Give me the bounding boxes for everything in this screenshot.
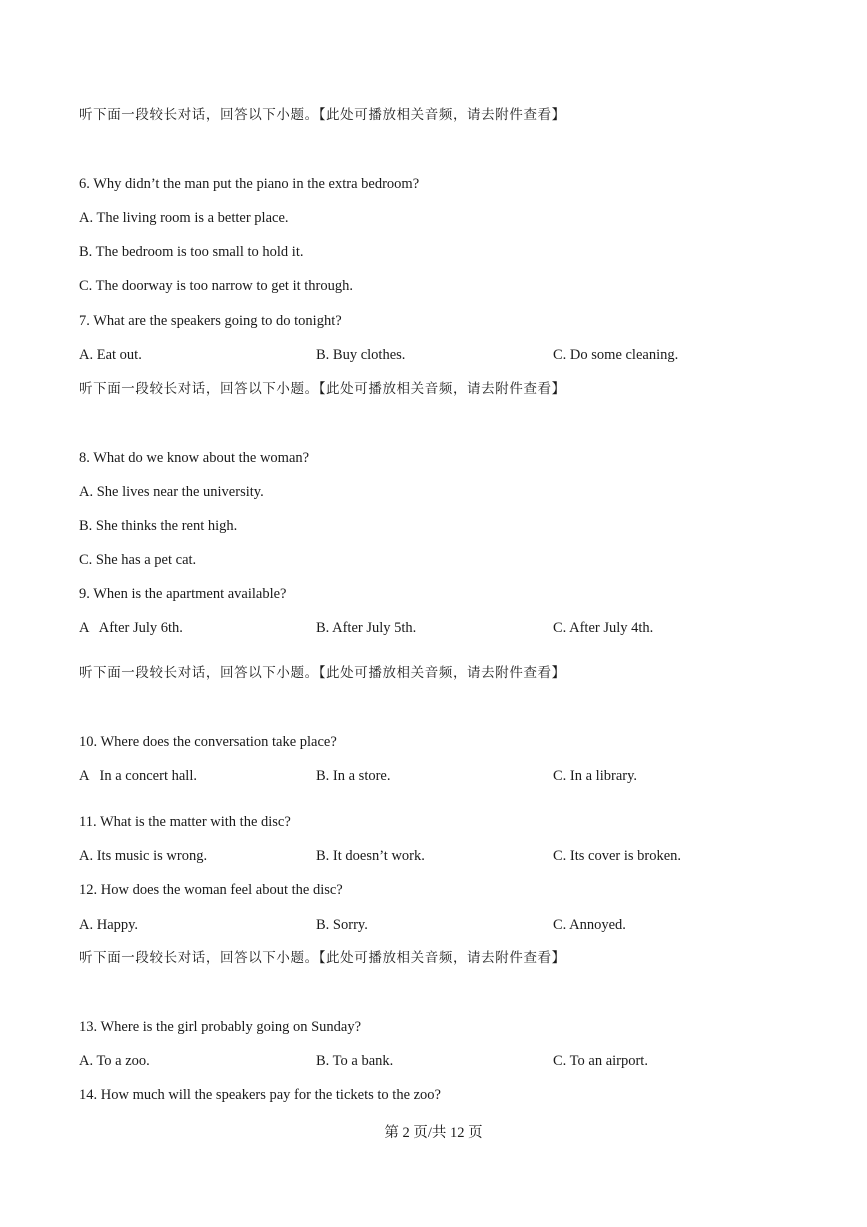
q8-option-a: A. She lives near the university. — [79, 484, 264, 500]
q8-option-c: C. She has a pet cat. — [79, 552, 197, 568]
question-13: 13. Where is the girl probably going on Sunday? — [79, 1019, 362, 1035]
question-10: 10. Where does the conversation take place? — [79, 734, 337, 750]
q13-option-c: C. To an airport. — [553, 1053, 648, 1069]
q10-option-b: B. In a store. — [316, 768, 391, 784]
q9-option-b: B. After July 5th. — [316, 620, 417, 636]
q10-option-a: A In a concert hall. — [79, 768, 197, 784]
q11-option-b: B. It doesn’t work. — [316, 848, 425, 864]
q6-option-b: B. The bedroom is too small to hold it. — [79, 244, 304, 260]
q7-option-c: C. Do some cleaning. — [553, 347, 679, 363]
question-6: 6. Why didn’t the man put the piano in the extra bedroom? — [79, 176, 420, 192]
question-12: 12. How does the woman feel about the disc? — [79, 882, 343, 898]
q13-option-a: A. To a zoo. — [79, 1053, 150, 1069]
q12-option-c: C. Annoyed. — [553, 917, 626, 933]
q9-option-a: A After July 6th. — [79, 620, 183, 636]
question-11: 11. What is the matter with the disc? — [79, 814, 291, 830]
listening-instruction: 听下面一段较长对话，回答以下小题。【此处可播放相关音频，请去附件查看】 — [79, 665, 566, 681]
listening-instruction: 听下面一段较长对话，回答以下小题。【此处可播放相关音频，请去附件查看】 — [79, 381, 566, 397]
q9-option-c: C. After July 4th. — [553, 620, 654, 636]
listening-instruction: 听下面一段较长对话，回答以下小题。【此处可播放相关音频，请去附件查看】 — [79, 950, 566, 966]
q10-option-c: C. In a library. — [553, 768, 638, 784]
q13-option-b: B. To a bank. — [316, 1053, 394, 1069]
question-14: 14. How much will the speakers pay for the tickets to the zoo? — [79, 1087, 441, 1103]
q12-option-a: A. Happy. — [79, 917, 139, 933]
question-8: 8. What do we know about the woman? — [79, 450, 310, 466]
q8-option-b: B. She thinks the rent high. — [79, 518, 238, 534]
question-9: 9. When is the apartment available? — [79, 586, 287, 602]
q7-option-a: A. Eat out. — [79, 347, 142, 363]
page-footer: 第 2 页/共 12 页 — [384, 1125, 483, 1141]
q7-option-b: B. Buy clothes. — [316, 347, 406, 363]
q11-option-c: C. Its cover is broken. — [553, 848, 682, 864]
q11-option-a: A. Its music is wrong. — [79, 848, 208, 864]
q6-option-c: C. The doorway is too narrow to get it through. — [79, 278, 353, 294]
q6-option-a: A. The living room is a better place. — [79, 210, 289, 226]
q12-option-b: B. Sorry. — [316, 917, 368, 933]
question-7: 7. What are the speakers going to do tonight? — [79, 313, 342, 329]
listening-instruction: 听下面一段较长对话，回答以下小题。【此处可播放相关音频，请去附件查看】 — [79, 107, 566, 123]
